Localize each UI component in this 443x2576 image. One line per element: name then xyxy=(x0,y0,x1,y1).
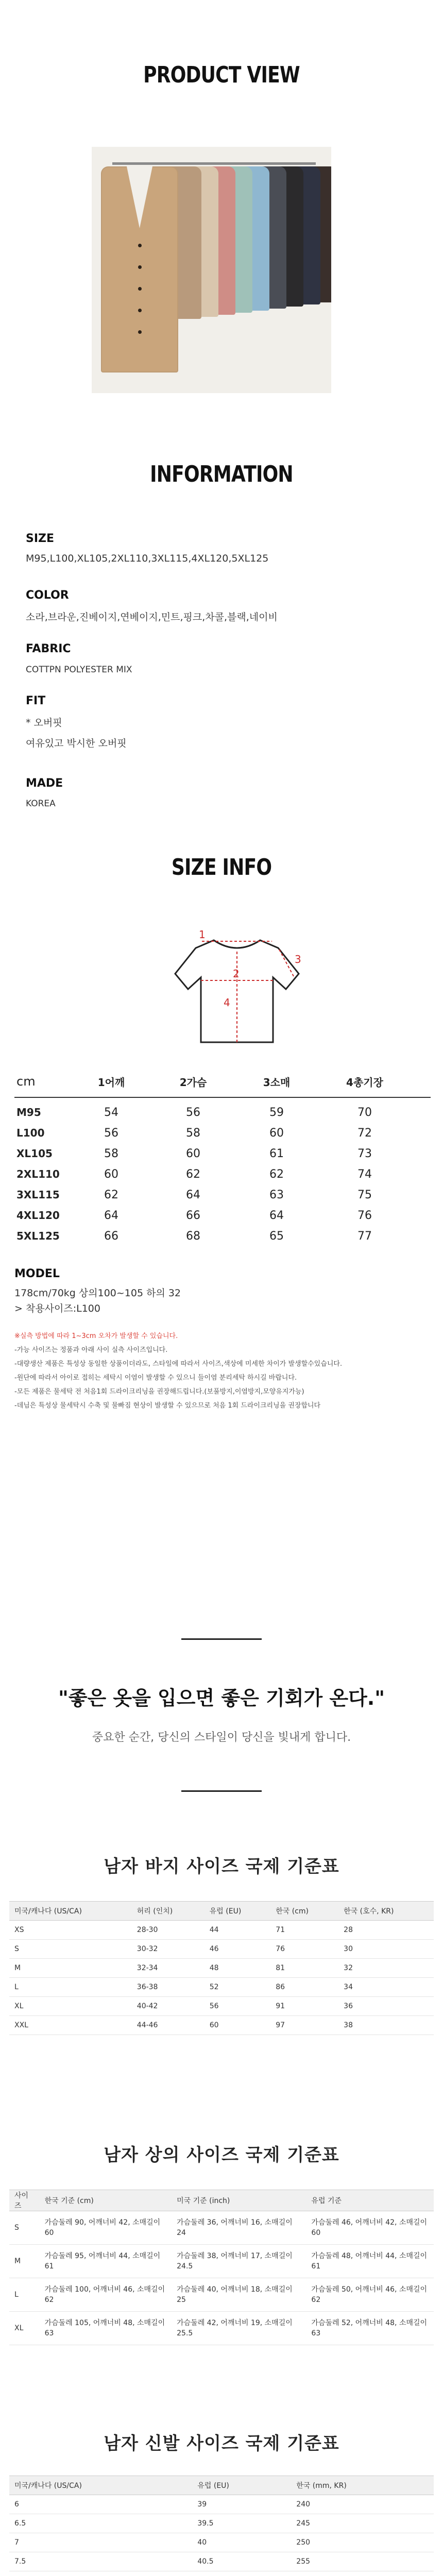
table-cell: 60 xyxy=(205,2016,270,2035)
size-cell: 60 xyxy=(269,1127,284,1140)
size-table-row xyxy=(14,1189,431,1209)
size-row-label: 4XL120 xyxy=(16,1209,60,1222)
table-header-cell: 한국 (cm) xyxy=(270,1902,338,1921)
size-info-section xyxy=(0,854,443,880)
table-row xyxy=(9,2514,434,2533)
table-row xyxy=(9,2533,434,2552)
size-cell: 61 xyxy=(269,1147,284,1160)
table-row xyxy=(9,1940,434,1959)
table-cell: 40.5 xyxy=(192,2552,291,2571)
slogan-headline: "좋은 옷을 입으면 좋은 기회가 온다." xyxy=(58,1687,385,1709)
table-row xyxy=(9,2211,434,2245)
table-cell: 40-42 xyxy=(132,1997,205,2016)
note-line: -가능 사이즈는 정품과 아래 사이 실측 사이즈입니다. xyxy=(14,1346,168,1354)
cardigan-garment xyxy=(101,166,178,372)
color-value: 소라,브라운,진베이지,연베이지,민트,핑크,차콜,블랙,네이비 xyxy=(26,612,278,623)
size-cell: 59 xyxy=(269,1106,284,1119)
table-cell: 30-32 xyxy=(132,1940,205,1959)
table-cell: 32 xyxy=(338,1959,434,1978)
made-value: KOREA xyxy=(26,799,56,809)
tops-table-title: 남자 상의 사이즈 국제 기준표 xyxy=(104,2145,339,2165)
fabric-label: FABRIC xyxy=(26,642,71,655)
table-cell: 86 xyxy=(270,1978,338,1997)
table-cell: M xyxy=(9,1959,132,1978)
size-row-label: M95 xyxy=(16,1106,41,1118)
table-row xyxy=(9,2552,434,2571)
size-row-label: XL105 xyxy=(16,1147,53,1160)
table-row xyxy=(9,2278,434,2312)
table-header-cell: 한국 기준 (cm) xyxy=(40,2190,172,2211)
care-notes xyxy=(14,1329,432,1413)
tops-size-table xyxy=(9,2190,434,2345)
sleeve-line xyxy=(279,950,294,976)
size-value: M95,L100,XL105,2XL110,3XL115,4XL120,5XL125 xyxy=(26,553,269,564)
table-cell: 39 xyxy=(192,2495,291,2514)
table-row xyxy=(9,2571,434,2576)
model-label: MODEL xyxy=(14,1267,60,1280)
size-cell: 60 xyxy=(104,1168,118,1181)
size-cell: 73 xyxy=(357,1147,372,1160)
fit-value-2: 여유있고 박시한 오버핏 xyxy=(26,738,127,749)
table-cell: 30 xyxy=(338,1940,434,1959)
clothing-rack xyxy=(112,162,316,165)
size-cell: 70 xyxy=(357,1106,372,1119)
table-cell: XXL xyxy=(9,2016,132,2035)
table-cell: 34 xyxy=(338,1978,434,1997)
table-header-cell: 사이즈 xyxy=(9,2190,40,2211)
table-cell: 가슴둘레 40, 어깨너비 18, 소매길이 25 xyxy=(172,2278,306,2312)
table-cell xyxy=(291,2571,434,2576)
table-header-cell: 허리 (인치) xyxy=(132,1902,205,1921)
table-cell: 97 xyxy=(270,2016,338,2035)
size-cell: 62 xyxy=(269,1168,284,1181)
cardigan-button xyxy=(138,265,142,269)
cardigan-neckline xyxy=(127,166,152,228)
size-table-header-shoulder: 1어깨 xyxy=(97,1076,125,1089)
table-header-cell: 한국 (호수, KR) xyxy=(338,1902,434,1921)
size-cell: 77 xyxy=(357,1230,372,1243)
size-row-label: 5XL125 xyxy=(16,1230,60,1242)
size-cell: 66 xyxy=(186,1209,200,1222)
table-row xyxy=(9,1997,434,2016)
product-view-title: PRODUCT VIEW xyxy=(143,62,300,88)
table-header-cell: 미국/캐나다 (US/CA) xyxy=(9,2476,192,2495)
size-cell: 64 xyxy=(269,1209,284,1222)
size-table-row xyxy=(14,1127,431,1147)
table-cell: S xyxy=(9,2211,40,2245)
table-header-cell: 한국 (mm, KR) xyxy=(291,2476,434,2495)
size-table-row xyxy=(14,1106,431,1127)
table-cell: 81 xyxy=(270,1959,338,1978)
product-view-section xyxy=(0,62,443,88)
size-table-header-chest: 2가슴 xyxy=(179,1076,207,1089)
table-cell: 6.5 xyxy=(9,2514,192,2533)
size-cell: 58 xyxy=(104,1147,118,1160)
pants-size-table xyxy=(9,1901,434,2035)
table-row xyxy=(9,1959,434,1978)
table-cell xyxy=(192,2571,291,2576)
diagram-num-1: 1 xyxy=(199,928,206,941)
table-row xyxy=(9,1978,434,1997)
diagram-num-2: 2 xyxy=(233,968,240,980)
cardigan-button xyxy=(138,287,142,291)
table-cell xyxy=(9,2571,192,2576)
information-section xyxy=(0,461,443,487)
note-line: ※실측 방법에 따라 1~3cm 오차가 발생할 수 있습니다. xyxy=(14,1332,178,1340)
pants-table-title: 남자 바지 사이즈 국제 기준표 xyxy=(104,1856,339,1877)
cardigan-button xyxy=(138,309,142,312)
size-label: SIZE xyxy=(26,532,55,545)
table-cell: 가슴둘레 100, 어깨너비 46, 소매길이 62 xyxy=(40,2278,172,2312)
size-table-row xyxy=(14,1168,431,1189)
table-cell: 255 xyxy=(291,2552,434,2571)
table-cell: 가슴둘레 48, 어깨너비 44, 소매길이 61 xyxy=(306,2245,434,2278)
size-cell: 62 xyxy=(104,1189,118,1201)
table-cell: XS xyxy=(9,1921,132,1940)
table-cell: 가슴둘레 36, 어깨너비 16, 소매길이 24 xyxy=(172,2211,306,2245)
size-cell: 60 xyxy=(186,1147,200,1160)
table-header-cell: 유럽 (EU) xyxy=(192,2476,291,2495)
table-cell: 52 xyxy=(205,1978,270,1997)
note-line: -모든 제품은 물세탁 전 처음1회 드라이크리닝을 권장해드립니다.(보풀방지,이염방지,모양유지가능) xyxy=(14,1388,304,1396)
size-cell: 75 xyxy=(357,1189,372,1201)
size-table-unit: cm xyxy=(16,1074,36,1089)
table-row xyxy=(9,2495,434,2514)
cardigan-button xyxy=(138,330,142,334)
table-cell: L xyxy=(9,1978,132,1997)
shoes-size-table xyxy=(9,2476,434,2576)
size-info-title: SIZE INFO xyxy=(171,854,272,880)
table-cell: 가슴둘레 95, 어깨너비 44, 소매길이 61 xyxy=(40,2245,172,2278)
table-cell: 245 xyxy=(291,2514,434,2533)
table-header-cell: 유럽 기준 xyxy=(306,2190,434,2211)
size-cell: 58 xyxy=(186,1127,200,1140)
table-cell: 7 xyxy=(9,2533,192,2552)
tshirt-diagram xyxy=(165,920,309,1054)
size-cell: 54 xyxy=(104,1106,118,1119)
slogan-sub: 중요한 순간, 당신의 스타일이 당신을 빛내게 합니다. xyxy=(92,1731,351,1744)
size-row-label: 2XL110 xyxy=(16,1168,60,1180)
table-cell: 76 xyxy=(270,1940,338,1959)
note-line: -대량생산 제품은 특성상 동일한 상품이더라도, 스타일에 따라서 사이즈,색상에 미세한 차이가 발생할수있습니다. xyxy=(14,1360,343,1368)
table-cell: 7.5 xyxy=(9,2552,192,2571)
size-cell: 68 xyxy=(186,1230,200,1243)
table-row xyxy=(9,2312,434,2345)
shoes-table-title: 남자 신발 사이즈 국제 기준표 xyxy=(104,2433,339,2454)
table-header-cell: 미국 기준 (inch) xyxy=(172,2190,306,2211)
product-photo xyxy=(92,147,331,393)
table-cell: 28-30 xyxy=(132,1921,205,1940)
table-cell: 32-34 xyxy=(132,1959,205,1978)
model-spec: 178cm/70kg 상의100~105 하의 32 xyxy=(14,1287,181,1299)
table-cell: 39.5 xyxy=(192,2514,291,2533)
note-line: -데님은 특성상 물세탁시 수축 및 물빠짐 현상이 발생할 수 있으므로 처음 1회 드라이크리닝을 권장합니다 xyxy=(14,1402,321,1410)
size-table-row xyxy=(14,1209,431,1230)
table-cell: L xyxy=(9,2278,40,2312)
size-row-label: L100 xyxy=(16,1127,45,1139)
table-cell: 가슴둘레 38, 어깨너비 17, 소매길이 24.5 xyxy=(172,2245,306,2278)
note-line: -원단에 따라서 아이로 접히는 세탁시 이염이 발생할 수 있으니 들이염 분리세탁 하시길 바랍니다. xyxy=(14,1374,297,1382)
diagram-num-3: 3 xyxy=(295,953,301,965)
size-table-header-sleeve: 3소매 xyxy=(263,1076,291,1089)
table-cell: 71 xyxy=(270,1921,338,1940)
information-title: INFORMATION xyxy=(150,461,293,487)
size-cell: 63 xyxy=(269,1189,284,1201)
table-header-cell: 유럽 (EU) xyxy=(205,1902,270,1921)
table-cell: 가슴둘레 50, 어깨너비 46, 소매길이 62 xyxy=(306,2278,434,2312)
size-table-header-length: 4총기장 xyxy=(346,1076,383,1089)
table-header-cell: 미국/캐나다 (US/CA) xyxy=(9,1902,132,1921)
size-cell: 76 xyxy=(357,1209,372,1222)
table-cell: XL xyxy=(9,2312,40,2345)
size-cell: 56 xyxy=(186,1106,200,1119)
cardigan-button xyxy=(138,244,142,247)
table-cell: XL xyxy=(9,1997,132,2016)
table-cell: 가슴둘레 90, 어깨너비 42, 소매길이 60 xyxy=(40,2211,172,2245)
size-table-row xyxy=(14,1230,431,1250)
table-cell: 44 xyxy=(205,1921,270,1940)
table-cell: 40 xyxy=(192,2533,291,2552)
size-cell: 74 xyxy=(357,1168,372,1181)
table-cell: 46 xyxy=(205,1940,270,1959)
table-cell: 가슴둘레 105, 어깨너비 48, 소매길이 63 xyxy=(40,2312,172,2345)
table-row xyxy=(9,2016,434,2035)
table-cell: 가슴둘레 46, 어깨너비 42, 소매길이 60 xyxy=(306,2211,434,2245)
table-cell: 240 xyxy=(291,2495,434,2514)
size-table-row xyxy=(14,1147,431,1168)
size-cell: 65 xyxy=(269,1230,284,1243)
diagram-num-4: 4 xyxy=(224,996,230,1009)
model-fit-size: > 착용사이즈:L100 xyxy=(14,1303,100,1314)
divider-top xyxy=(181,1638,262,1640)
size-row-label: 3XL115 xyxy=(16,1189,60,1201)
table-cell: 36 xyxy=(338,1997,434,2016)
fabric-value: COTTPN POLYESTER MIX xyxy=(26,665,132,675)
table-cell: 250 xyxy=(291,2533,434,2552)
table-cell: M xyxy=(9,2245,40,2278)
size-cell: 62 xyxy=(186,1168,200,1181)
fit-label: FIT xyxy=(26,694,46,707)
table-cell: 44-46 xyxy=(132,2016,205,2035)
color-label: COLOR xyxy=(26,589,69,602)
fit-value-1: * 오버핏 xyxy=(26,717,62,728)
table-cell: S xyxy=(9,1940,132,1959)
size-table xyxy=(14,1074,431,1249)
table-cell: 56 xyxy=(205,1997,270,2016)
size-cell: 66 xyxy=(104,1230,118,1243)
table-cell: 36-38 xyxy=(132,1978,205,1997)
table-cell: 91 xyxy=(270,1997,338,2016)
table-cell: 6 xyxy=(9,2495,192,2514)
table-cell: 48 xyxy=(205,1959,270,1978)
size-cell: 72 xyxy=(357,1127,372,1140)
table-cell: 28 xyxy=(338,1921,434,1940)
divider-bottom xyxy=(181,1790,262,1792)
size-cell: 64 xyxy=(186,1189,200,1201)
size-cell: 64 xyxy=(104,1209,118,1222)
table-row xyxy=(9,1921,434,1940)
size-cell: 56 xyxy=(104,1127,118,1140)
made-label: MADE xyxy=(26,777,63,790)
table-cell: 가슴둘레 52, 어깨너비 48, 소매길이 63 xyxy=(306,2312,434,2345)
table-cell: 38 xyxy=(338,2016,434,2035)
table-cell: 가슴둘레 42, 어깨너비 19, 소매길이 25.5 xyxy=(172,2312,306,2345)
table-row xyxy=(9,2245,434,2278)
size-table-rule xyxy=(14,1097,431,1098)
